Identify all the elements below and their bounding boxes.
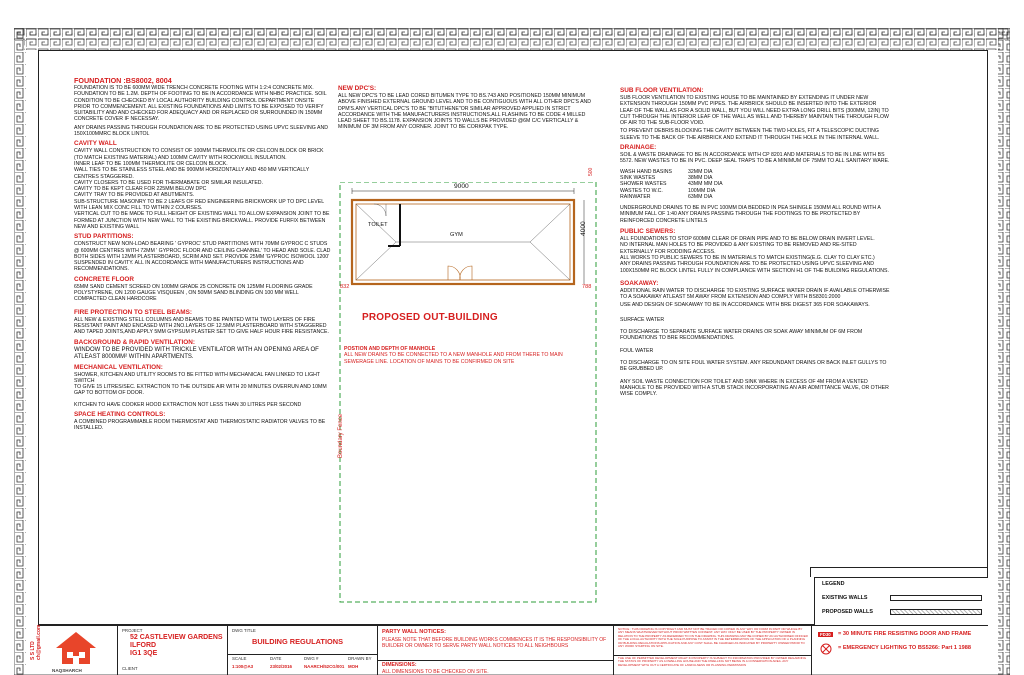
legend-existing-swatch <box>890 595 982 601</box>
date-value: 23/02/2016 <box>270 664 292 669</box>
toilet-door-swing <box>374 204 386 216</box>
ventilation-heading: BACKGROUND & RAPID VENTILATION: <box>74 338 195 346</box>
mech-vent-text: SHOWER, KITCHEN AND UTILITY ROOMS TO BE FITTED WITH MECHANICAL FAN LINKED TO LIGHT SWITCH <box>74 371 320 384</box>
dimension-top: 500 <box>588 167 594 176</box>
subfloor-text: TO PREVENT DEBRIS BLOCKING THE CAVITY BETWEEN THE TWO HOLES, FIT A TELESCOPIC DUCTING SLEEVE TO THE BACK OF THE AIRBRICK AND EXTEND IT THROUGH THE HOLE IN THE INTERNAL WALL. <box>620 128 880 141</box>
drawn-by: MOH <box>348 664 359 669</box>
legend-proposed-label: PROPOSED WALLS <box>822 609 873 615</box>
out-building-plan <box>338 167 600 606</box>
dimension-left: 832 <box>340 284 350 290</box>
soakaway-text: USE AND DESIGN OF SOAKAWAY TO BE IN ACCORDANCE WITH BRE DIGEST 365 FOR SOAKAWAYS. <box>620 302 870 309</box>
project-address-line: IG1 3QE <box>130 650 158 657</box>
site-boundary-line <box>340 182 596 602</box>
room-label-toilet: TOILET <box>368 222 388 228</box>
legend-title: LEGEND <box>822 581 845 587</box>
project-address-line: 52 CASTLEVIEW GARDENS <box>130 634 223 641</box>
mech-vent-heading: MECHANICAL VENTILATION: <box>74 363 163 371</box>
floor-plan-drawing <box>338 182 600 606</box>
foul-water-text: TO DISCHARGE TO ON SITE FOUL WATER SYSTEM. ANY REDUNDANT DRAINS OR BACK INLET GULLYS TO BE GRUBBED UP. <box>620 359 887 373</box>
underground-drains-text: UNDERGROUND DRAINS TO BE IN PVC 100MM DIA BEDDED IN PEA SHINGLE 150MM ALL ROUND WITH A MINIMUM FALL OF 1:40 ANY DRAINS PASSING THROUGH THE FOOTINGS TO BE PROTECTED BY REINFORCED CONCRETE LINTELS <box>620 205 881 224</box>
room-label-gym: GYM <box>450 232 463 238</box>
left-notes-column <box>74 74 332 434</box>
mech-vent-text: KITCHEN TO HAVE COOKER HOOD EXTRACTION NOT LESS THAN 30 LITRES PER SECOND <box>74 401 302 408</box>
surface-water-text: TO DISCHARGE TO SEPARATE SURFACE WATER DRAINS OR SOAK AWAY MINIMUM OF 6M FROM FOUNDATIONS TO BRE RECOMMENDATIONS. <box>620 329 863 342</box>
legend-box <box>814 577 988 625</box>
fire-door-tag: FD30 <box>820 632 831 637</box>
company-side-label: S S LTD ch@gmail.com <box>30 624 42 660</box>
surface-water-heading: SURFACE WATER <box>620 316 665 323</box>
cavity-text: CAVITY CLOSERS TO BE USED FOR THERMABATE OR SIMILAR INSULATED. <box>74 179 263 186</box>
party-wall-text: PLEASE NOTE THAT BEFORE BUILDING WORKS COMMENCES IT IS THE RESPONSIBILITY OF BUILDER OR OWNER TO SERVE PARTY WALL NOTICES TO ALL NEIGHBOURS <box>382 637 607 649</box>
foundation-text: ANY DRAINS PASSING THROUGH FOUNDATION ARE TO BE PROTECTED USING UPVC SLEEVING AND 150X100MMRC BLOCK LINTOL <box>74 124 328 138</box>
subfloor-heading: SUB FLOOR VENTILATION: <box>620 87 704 94</box>
foul-water-heading: FOUL WATER <box>620 347 654 354</box>
notices-cell <box>378 626 614 675</box>
manhole-text: ALL NEW DRAINS TO BE CONNECTED TO A NEW MANHOLE AND FROM THERE TO MAIN SEWERAGE LINE. LOCATION OF MAINS TO BE CONFIRMED ON SITE <box>344 352 563 365</box>
dpc-heading: NEW DPC'S: <box>338 85 377 92</box>
scale-value: 1:100@A3 <box>232 664 254 669</box>
concrete-heading: CONCRETE FLOOR <box>74 275 134 283</box>
right-notes-column <box>620 84 890 399</box>
dimension-right: 788 <box>582 284 592 290</box>
drawing-info-cell: DWG TITLE BUILDING REGULATIONS SCALE DATE DWG # DRAWN BY 1:100@A3 23/02/2016 NAARCH/52CG/001 MOH <box>228 626 378 675</box>
pipe-row: SHOWER WASTES 43MM MM DIA <box>620 181 723 188</box>
mech-vent-text: TO GIVE 15 LITRES/SEC. EXTRACTION TO THE OUTSIDE AIR WITH 20 MINUTES OVERRUN AND 10MM GAP TO BOTTOM OF DOOR. <box>74 384 327 397</box>
dimensions-text: ALL DIMENSIONS TO BE CHECKED ON SITE. <box>382 669 489 675</box>
cavity-text: VERTICAL CUT TO BE MADE TO FULL HEIGHT OF EXISTING WALL TO ALLOW EXPANSION JOINT TO BE FORMED AT JUNCTION WITH NEW WALL TO THE EXISTING BRICKWALL. PROVIDE FURFIX BETWEEN NEW AND EXISTING WALL <box>74 211 330 230</box>
cavity-text: CAVITY TO BE KEPT CLEAR FOR 225MM BELOW DPC <box>74 186 207 193</box>
foul-water-text: ANY SOIL WASTE CONNECTION FOR TOILET AND SINK WHERE IN EXCESS OF 4M FROM A VENTED MANHOLE TO BE PROVIDED WITH A STUB STACK INCORPORATING AN AIR ADMITTANCE VALVE, OR OTHER WISE COMPLY. <box>620 378 889 398</box>
sewers-heading: PUBLIC SEWERS: <box>620 228 676 236</box>
heating-text: A COMBINED PROGRAMMABLE ROOM THERMOSTAT AND THERMOSTATIC RADIATOR VALVES TO BE INSTALLED. <box>74 418 326 432</box>
cavity-text: WALL TIES TO BE STAINLESS STEEL AND BE 900MM HORIZONTALLY AND 450 MM VERTICALLY CENTRES STAGGERED. <box>74 167 310 180</box>
entrance-door-right <box>460 266 472 280</box>
soakaway-heading: SOAKAWAY: <box>620 279 659 287</box>
symbols-key <box>816 628 988 675</box>
title-block <box>30 624 988 675</box>
plan-title: PROPOSED OUT-BUILDING <box>362 312 498 323</box>
project-address-line: ILFORD <box>130 642 157 649</box>
legend-proposed-swatch <box>890 609 982 615</box>
drainage-text: SOIL & WASTE DRAINAGE TO BE IN ACCORDANCE WITH CP 8201 AND MATERIALS TO BE IN LINE WITH BS 5572. NEW WASTES TO BE IN PVC. DEEP SEAL TRAPS TO BE A MINIMUM OF 75MM TO ALL SANITARY WARE. <box>620 152 890 165</box>
pipe-row: SINK WASTES 38MM DIA <box>620 174 713 181</box>
pipe-row: WASTES TO W.C. 100MM DIA <box>620 187 716 194</box>
pipe-row: WASH HAND BASINS 32MM DIA <box>620 168 713 175</box>
dpc-text: ALL NEW DPC'S TO BE LEAD CORED BITUMEN TYPE TO BS.743 AND POSITIONED 150MM MINIMUM ABOVE FINISHED EXTERNAL GROUND LEVEL AND TO BE CONTIGUOUS WITH ALL OTHER DPC'S AND DPM'S.ANY VERTICAL DPC'S TO BE "BITUTHENE"OR SIMILAR APPROVED APPLIED IN STRICT ACCORDANCE WITH THE MANUFACTURERS INSTRUCTIONS.ALL FLASHING TO BE CODE 4 MILLED LEAD SHEET TO BS.1178. EXPANSION JOINTS TO WALLS BE PROVIDED @6M C/C VERTICALLY & MINIMUM OF 3M FROM ANY CORNER. JOINT TO BE CORKPAK TYPE. <box>338 93 592 131</box>
sewers-text: NO INTERNAL MAN HOLES TO BE PROVIDED & ANY EXISTING TO BE REMOVED AND RE-SITED EXTERNALLY FOR RODDING ACCESS. <box>620 242 857 255</box>
permitted-development-notice: THE USE OF PERMITTED DEVELOPMENT RIGHT IN PROPERTY IS SUBJECT TO INFORMATION PROVIDED BY OWNER REGARDING THE STATUS OF PROPERTY AS A DWELLING HOUSE AND THE DWELLING NOT BEING IN A CONSERVATION AREA. ANY DEVELOPMENT WITH OUT A CERTIFICATE OF LAWFULNESS OR PLANNING PERMISSION <box>618 656 807 667</box>
boundary-fence-label: Boundary Fence <box>338 413 344 458</box>
cavity-text: CAVITY TRAY TO BE PROVIDED AT ABUTMENTS. <box>74 192 195 199</box>
entrance-door-left <box>448 266 460 280</box>
ventilation-text: WINDOW TO BE PROVIDED WITH TRICKLE VENTILATOR WITH AN OPENING AREA OF ATLEAST 8000MM² WITHIN APARTMENTS. <box>74 346 319 360</box>
pipe-row: RAINWATER 63MM DIA <box>620 193 713 200</box>
foundation-heading: FOUNDATION :BS8002, 8004 <box>74 76 172 85</box>
dpc-notes <box>338 82 600 133</box>
cavity-heading: CAVITY WALL <box>74 140 117 148</box>
cavity-text: INNER LEAF TO BE 100MM THERMOLITE OR CELCON BLOCK. <box>74 160 228 167</box>
drawing-number: NAARCH/52CG/001 <box>304 664 345 669</box>
concrete-text: 65MM SAND CEMENT SCREED ON 100MM GRADE 25 CONCRETE ON 125MM FLOORING GRADE POLYSTYRENE, ON 1200 GAUGE VISQUEEN , ON 50MM SAND BLINDING ON 100 MM WELL COMPACTED CLEAN HARDCORE <box>74 283 313 303</box>
cavity-text: CAVITY WALL CONSTRUCTION TO CONSIST OF 100MM THERMOLITE OR CELCON BLOCK OR BRICK (TO MATCH EXISTING MATERIAL) AND 100MM CAVITY WITH ROCKWOLL INSULATION. <box>74 148 324 161</box>
company-logo-icon <box>54 630 98 670</box>
copyright-cell <box>614 626 812 675</box>
dimensions-heading: DIMENSIONS: <box>382 662 417 668</box>
party-wall-heading: PARTY WALL NOTICES: <box>382 629 447 635</box>
pipe-size-table <box>620 169 890 200</box>
legend-existing-label: EXISTING WALLS <box>822 595 868 601</box>
fire-door-text: = 30 MINUTE FIRE RESISTING DOOR AND FRAME <box>838 631 972 637</box>
emergency-light-text: = EMERGENCY LIGHTING TO BS5266: Part 1 1988 <box>838 645 972 651</box>
logo-cell <box>38 626 118 675</box>
soakaway-text: ADDITIONAL RAIN WATER TO DISCHARGE TO EXISTING SURFACE WATER DRAIN IF AVAILABLE OTHERWISE TO A SOAKAWAY ATLEAST 5M AWAY FROM EXTENSION AND COMPLY WITH BS8301:2000 <box>620 287 890 301</box>
sewers-text: ANY DRAINS PASSING THROUGH FOUNDATION ARE TO BE PROTECTED USING UPVC SLEEVING AND 100X150MM RC BLOCK LINTEL FULLY IN COMPLIANCE WITH SECTION H1 OF THE BUILDING REGULATIONS. <box>620 261 889 274</box>
manhole-notes <box>344 346 594 365</box>
drawing-title: BUILDING REGULATIONS <box>252 637 344 646</box>
cavity-text: SUB-STRUCTURE MASONRY TO BE 2 LEAFS OF RED ENGINEERING BRICKWORK UP TO DPC LEVEL WITH LEAN MIX CONC FILL TO WITHIN 2 COURSES. <box>74 198 324 212</box>
manhole-heading: POSTION AND DEPTH OF MANHOLE <box>344 346 436 352</box>
heating-heading: SPACE HEATING CONTROLS: <box>74 410 166 418</box>
emergency-light-icon <box>820 643 832 655</box>
sewers-text: ALL FOUNDATIONS TO STOP 600MM CLEAR OF DRAIN PIPE AND TO BE BELOW DRAIN INVERT LEVEL. <box>620 236 875 243</box>
subfloor-text: SUB FLOOR VENTILATION TO EXISTING HOUSE TO BE MAINTAINED BY EXTENDING IT UNDER NEW EXTENSION THROUGH 150MM PVC PIPES. THE AIRBRICK SHOULD BE INSERTED INTO THE EXTERIOR LEAF OF THE WALL AS FOR A SOLID WALL, BUT YOU WILL NEED EXTRA LONG DRILL BITS (300MM, 12IN) TO CUT THROUGH THE INTERIOR LEAF OF THE WALL AS WELL AND THEREBY MAINTAIN THE THROUGH FLOW OF AIR TO THE SUB-FLOOR VOID. <box>620 95 889 127</box>
fire-text: ALL NEW & EXISTING STELL COLUMNS AND BEAMS TO BE PAINTED WITH TWO LAYERS OF FIRE RESISTANT PAINT AND ENCASED WITH 2NO.LAYERS OF 12.5MM PLASTERBOARD WITH STAGGERED AND TAPED JOINTS,AND APPLY 5MM GYPSUM PLASTER SET TO GIVE HALF HOUR FIRE RESISTANCE. <box>74 316 329 336</box>
project-cell: PROJECT 52 CASTLEVIEW GARDENS ILFORD IG1 3QE CLIENT <box>118 626 228 675</box>
stud-text: CONSTRUCT NEW NON-LOAD BEARING ' GYPROC' STUD PARTITIONS WITH 70MM GYPROC C STUDS @ 600MM CENTRES WITH 72MM ' GYPROC FLOOR AND CEILING CHANNEL' TO HEAD AND SOLE. CLAD BOTH SIDES WITH 12MM PLASTERBOARD, SCRIM AND SET. PROVIDE 25MM 'GYPROC ISOWOOL 1200' SUSPENDED IN CAVITY. ALL IN ACCORDANCE WITH MANUFACTURERS INSTRUCTIONS AND RECOMMENDATIONS. <box>74 241 331 273</box>
fire-heading: FIRE PROTECTION TO STEEL BEAMS: <box>74 308 192 316</box>
foundation-text: FOUNDATION IS TO BE 600MM WIDE TRENCH CONCRETE FOOTING WITH 1:2:4 CONCRETE MIX. FOUNDATION TO BE 1.2M. DEPTH OF FOOTING TO BE IN ACCORDANCE WITH NHBC PRACTICE. SOIL CONDITION TO BE CHECKED BY LOCAL AUTHORITY BUILDING CONTROL DEPARTMENT ONSITE PRIOR TO COMMENCEMENT. ALL EXISTING FOUNDATIONS AND LIMITS TO BE EXPOSED TO VERIFY SUITABILITY AND AND CHECKED FOR ADEQUACY AND OR REPLACED OR SURROUNDED IN 150MM CONCRETE COVER IF NECESSAY. <box>74 85 327 123</box>
copyright-notice: NOTICE : THIS DRAWING IS COPYRIGHT AND MUST NOT BE TRACED OR COPIED IN ANY WAY OR FORM IN PART OR WHOLE BY ANY MEANS WHATSOEVER WITHOUT PRIOR WRITTEN CONSENT. ANY WAY ONLY BE USED BY THE PROPERTY OWNER IN RELATION TO THE PROPERTY AS REFERRED TO ON THE DRAWING. THIS DRAWING MAY BE COPIED BY AN AUTHORISED OFFICER OF THE LOCAL AUTHORITY WITH THE SOLE PURPOSE TO ASSIST IN THE DETERMINATION OF THE APPLICATION OF A PLANNING OR BUILDING REGULATIONS APPLICATION AND ANY COST SHALL BE CHARGED AS INDICATED BY PROPERTY OWNER PRIOR TO ANY WORK STARTING ON SITE. <box>618 627 808 649</box>
dimension-width: 9000 <box>454 183 469 190</box>
sewers-text: ALL WORKS TO PUBLIC SEWERS TO BE IN MATERIALS TO MATCH EXISTING(E.G. CLAY TO CLAY ETC.) <box>620 254 875 261</box>
drainage-heading: DRAINAGE: <box>620 144 657 152</box>
logo-wordmark: NAQSHARCH <box>52 668 82 673</box>
stud-heading: STUD PARTITIONS: <box>74 233 134 241</box>
dimension-depth: 4000 <box>580 221 587 236</box>
